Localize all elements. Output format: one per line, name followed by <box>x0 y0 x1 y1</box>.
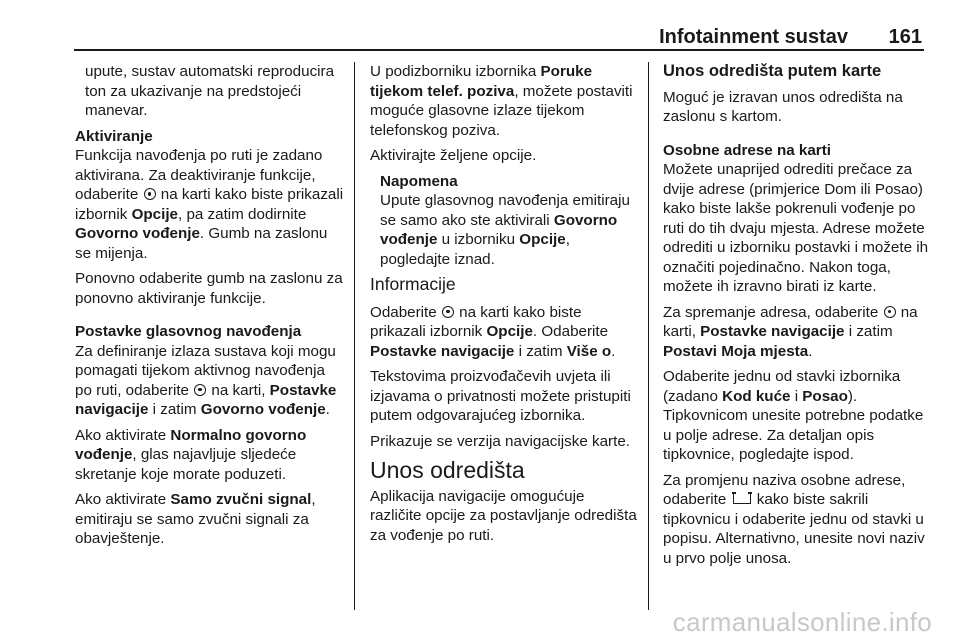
subheading-osobne: Osobne adrese na karti <box>663 141 831 159</box>
page-header <box>0 0 960 52</box>
text: ). Tipkovnicom unesite potrebne podatke u polje adrese. Za detaljan opis tipkovnice, pogledajte ispod. <box>663 387 924 463</box>
paragraph: Prikazuje se verzija navigacijske karte. <box>370 432 630 450</box>
text: Ako aktivirate <box>75 426 171 444</box>
text: , emitiraju se samo zvučni signali za obavještenje. <box>75 491 316 547</box>
chapter-heading-unos: Unos odredišta <box>370 457 525 483</box>
watermark: carmanualsonline.info <box>672 607 932 637</box>
text: na karti, <box>663 303 918 340</box>
section-heading-informacije: Informacije <box>370 274 456 294</box>
text: i zatim <box>844 323 893 340</box>
text: Odaberite jednu od stavki izbornika (zadano <box>663 368 901 405</box>
paragraph <box>75 490 345 549</box>
continued-text: upute, sustav automatski reproducira ton za ukazivanje na predstojeći manevar. <box>85 63 335 119</box>
header-rule <box>74 49 924 51</box>
note-heading: Napomena <box>380 172 458 190</box>
text: , pogledajte iznad. <box>380 231 570 268</box>
column-1 <box>75 62 345 555</box>
text: Za spremanje adresa, odaberite <box>663 303 883 321</box>
text: Za promjenu naziva osobne adrese, odaberite <box>663 471 906 508</box>
menu-term: Posao <box>802 387 848 405</box>
paragraph <box>75 426 345 485</box>
text: na karti kako biste prikazali izbornik <box>75 186 344 223</box>
menu-term: Postavke navigacije <box>700 323 845 340</box>
text: . Gumb na zaslonu se mijenja. <box>75 225 328 262</box>
text: . <box>325 401 330 418</box>
paragraph <box>663 303 935 362</box>
text: na karti kako biste prikazali izbornik <box>370 303 582 340</box>
text: Funkcija navođenja po ruti je zadano aktivirana. Za deaktiviranje funkcije, odaberite <box>75 147 323 203</box>
text: i zatim <box>148 401 201 418</box>
menu-term: Opcije <box>131 205 178 223</box>
text: Upute glasovnog navođenja emitiraju se samo ako ste aktivirali <box>380 192 630 229</box>
text: . <box>611 342 616 360</box>
section-heading-karta: Unos odredišta putem karte <box>663 62 882 80</box>
text: . Odaberite <box>532 323 609 340</box>
paragraph <box>75 342 345 420</box>
text: Odaberite <box>370 303 441 321</box>
menu-term: Više o <box>566 342 612 360</box>
menu-term: Govorno vođenje <box>200 401 326 418</box>
text: Ako aktivirate <box>75 491 171 508</box>
page-number: 161 <box>888 26 922 48</box>
paragraph: Moguć je izravan unos odredišta na zaslonu s kartom. <box>663 88 903 125</box>
paragraph: Tekstovima proizvođačevih uvjeta ili izjavama o privatnosti možete pristupiti putem odgovarajućeg izbornika. <box>370 368 631 424</box>
column-2 <box>370 62 638 551</box>
menu-term: Govorno vođenje <box>75 225 200 242</box>
text: i zatim <box>514 342 567 360</box>
column-3 <box>663 62 935 574</box>
paragraph <box>370 303 638 362</box>
menu-term: Postavi Moja mjesta <box>663 342 809 360</box>
column-divider <box>354 62 355 610</box>
header-title: Infotainment sustav <box>659 26 848 48</box>
paragraph: Ponovno odaberite gumb na zaslonu za ponovno aktiviranje funkcije. <box>75 270 343 307</box>
map-target-icon <box>144 188 156 200</box>
map-target-icon <box>884 306 896 318</box>
menu-term: Govorno vođenje <box>380 211 618 248</box>
subheading-postavke: Postavke glasovnog navođenja <box>75 323 302 340</box>
menu-term: Postavke navigacije <box>75 381 337 418</box>
text: , pa zatim dodirnite <box>178 205 307 223</box>
text: kako biste sakrili tipkovnicu i odaberite jednu od stavki u popisu. Alternativno, unesite novi naziv u prvo polje unosa. <box>663 491 925 567</box>
menu-term: Opcije <box>519 231 566 248</box>
menu-term: Poruke tijekom telef. poziva <box>370 63 593 100</box>
text: , glas najavljuje sljedeće skretanje koje morate poduzeti. <box>75 446 297 483</box>
note-box <box>370 172 638 270</box>
hide-keyboard-icon <box>733 494 751 504</box>
text: u izborniku <box>437 231 520 248</box>
paragraph <box>75 146 345 263</box>
paragraph: Aktivirajte željene opcije. <box>370 147 537 164</box>
paragraph <box>370 62 638 140</box>
paragraph <box>663 367 935 465</box>
text: . <box>808 342 813 360</box>
paragraph: Možete unaprijed odrediti prečace za dvije adrese (primjerice Dom ili Posao) kako biste lakše pokrenuli vođenje po ruti do tih dvaju mjesta. Adrese možete odrediti u izborniku postavki i možete ih označiti pojedinačno. Nakon toga, možete ih izravno birati iz karte. <box>663 161 929 295</box>
menu-term: Opcije <box>486 323 533 340</box>
map-target-icon <box>442 306 454 318</box>
menu-term: Kod kuće <box>722 387 791 405</box>
note-text <box>380 191 638 269</box>
text: , možete postaviti moguće glasovne izlaze tijekom telefonskog poziva. <box>370 82 633 139</box>
menu-term: Normalno govorno vođenje <box>75 426 307 463</box>
map-target-icon <box>194 384 206 396</box>
menu-term: Postavke navigacije <box>370 342 515 360</box>
text: Za definiranje izlaza sustava koji mogu pomagati tijekom aktivnog navođenja po ruti, odaberite <box>75 342 336 399</box>
text: i <box>790 387 803 405</box>
paragraph <box>663 471 935 569</box>
column-divider <box>648 62 649 610</box>
text: na karti, <box>207 381 270 399</box>
paragraph: Aplikacija navigacije omogućuje različite opcije za postavljanje odredišta za vođenje po ruti. <box>370 487 637 544</box>
menu-term: Samo zvučni signal <box>170 491 312 508</box>
subheading-aktiviranje: Aktiviranje <box>75 127 153 145</box>
text: U podizborniku izbornika <box>370 63 541 80</box>
